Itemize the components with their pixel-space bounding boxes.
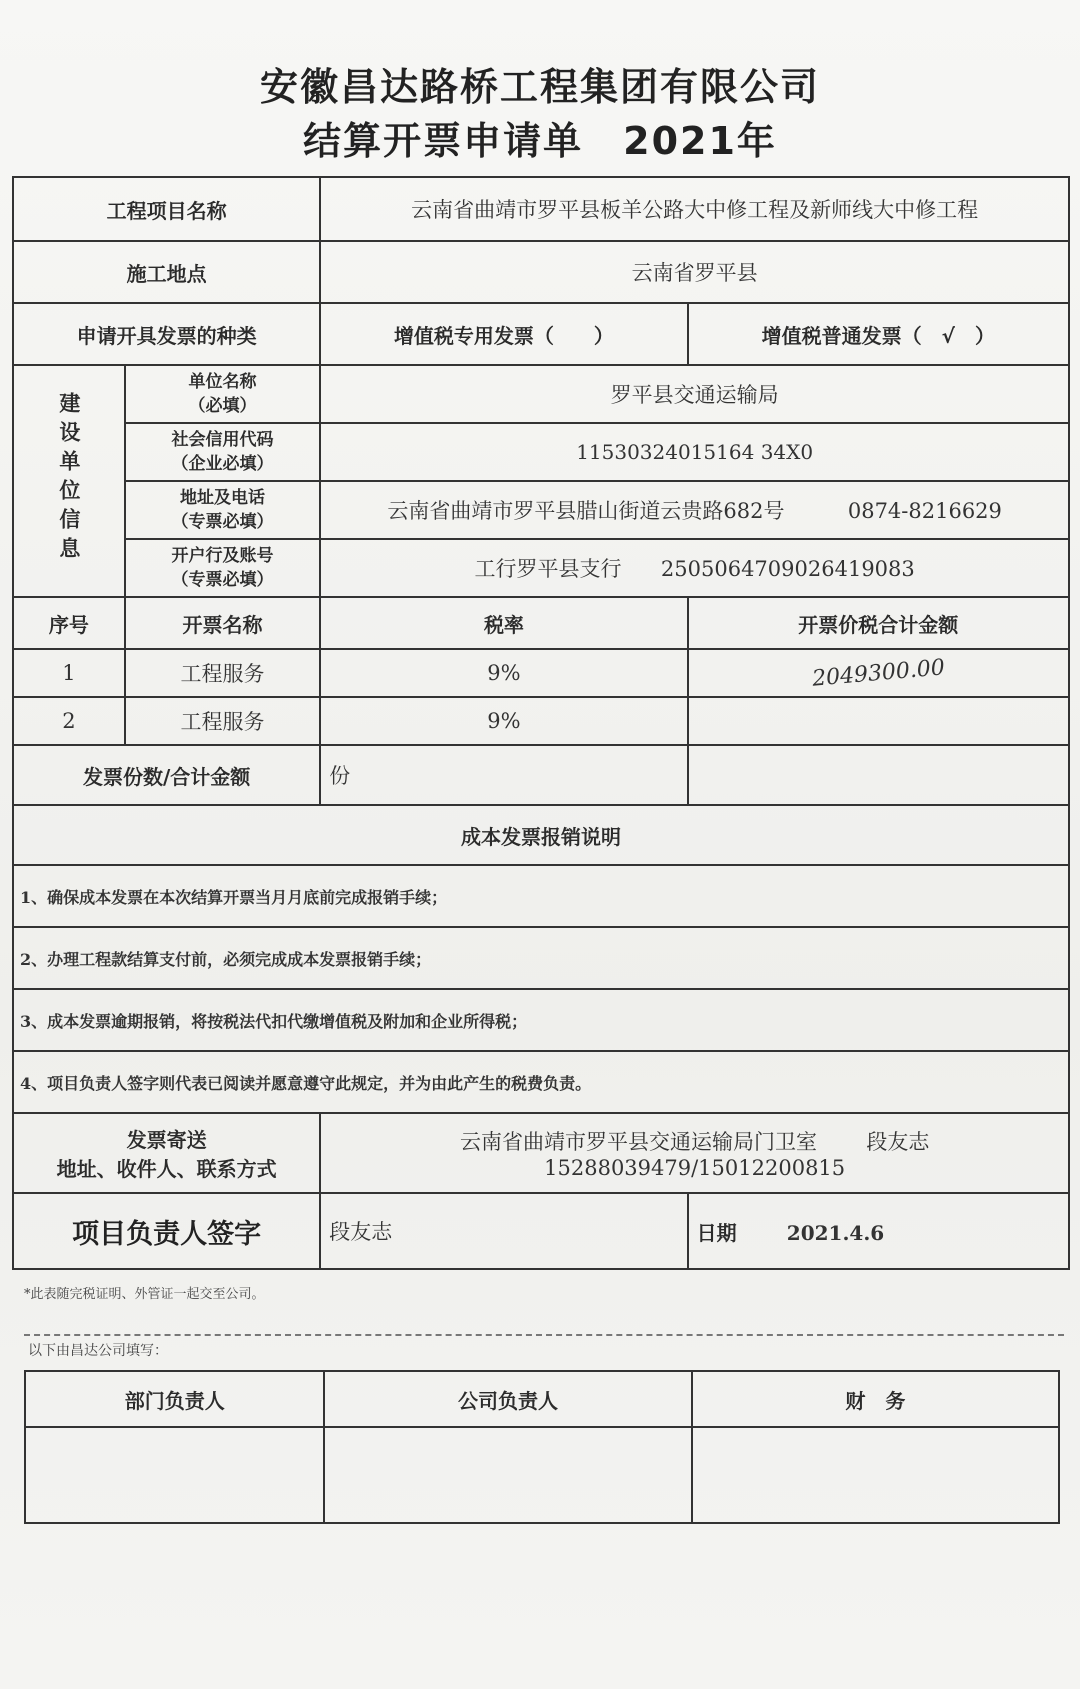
delivery-label-line1: 发票寄送 — [126, 1128, 207, 1152]
builder-info-side-label — [13, 365, 125, 597]
row-name: 工程服务 — [125, 697, 321, 745]
address-value: 云南省曲靖市罗平县腊山街道云贵路682号 — [387, 499, 785, 523]
special-invoice-option: 增值税专用发票（ ） — [320, 303, 687, 365]
address-label-text: 地址及电话 — [180, 488, 266, 508]
project-name-label: 工程项目名称 — [13, 177, 320, 241]
bank-label — [125, 539, 321, 597]
company-fill-note: 以下由昌达公司填写： — [28, 1343, 168, 1359]
delivery-recipient: 段友志 — [866, 1130, 930, 1154]
normal-invoice-option: 增值税普通发票（ √ ） — [688, 303, 1069, 365]
site-label: 施工地点 — [13, 241, 320, 303]
note-item: 4、项目负责人签字则代表已阅读并愿意遵守此规定，并为由此产生的税费负责。 — [13, 1051, 1069, 1113]
row-amount — [688, 649, 1069, 697]
delivery-label — [13, 1113, 320, 1193]
col-header-amount: 开票价税合计金额 — [688, 597, 1069, 649]
bank-value: 工行罗平县支行 — [474, 557, 622, 581]
delivery-address: 云南省曲靖市罗平县交通运输局门卫室 — [459, 1130, 817, 1154]
settlement-form-table — [12, 176, 1070, 1270]
date-label: 日期 — [696, 1220, 737, 1245]
submission-note: *此表随完税证明、外管证一起交至公司。 — [24, 1287, 265, 1302]
col-header-name: 开票名称 — [125, 597, 321, 649]
credit-code-label-text: 社会信用代码 — [171, 430, 274, 450]
unit-name-label — [125, 365, 321, 423]
address-label — [125, 481, 321, 539]
row-no: 1 — [13, 649, 125, 697]
col-header-no: 序号 — [13, 597, 125, 649]
form-title — [0, 110, 1080, 165]
delivery-label-line2: 地址、收件人、联系方式 — [56, 1157, 277, 1181]
bank-cell — [320, 539, 1069, 597]
credit-code-label — [125, 423, 321, 481]
bank-label-text: 开户行及账号 — [171, 546, 274, 566]
delivery-value — [320, 1113, 1069, 1193]
col-header-rate: 税率 — [320, 597, 687, 649]
company-head-label: 公司负责人 — [324, 1371, 691, 1427]
row-rate: 9% — [320, 649, 687, 697]
project-name-value: 云南省曲靖市罗平县板羊公路大中修工程及新师线大中修工程 — [320, 177, 1069, 241]
company-head-sign-box[interactable] — [324, 1427, 691, 1523]
unit-name-value: 罗平县交通运输局 — [320, 365, 1069, 423]
form-year: 2021年 — [623, 119, 777, 163]
cut-line — [24, 1334, 1064, 1336]
account-value: 2505064709026419083 — [660, 557, 915, 581]
dept-head-label: 部门负责人 — [25, 1371, 324, 1427]
row-amount-handwritten: 2049300.00 — [810, 654, 946, 692]
company-title: 安徽昌达路桥工程集团有限公司 — [259, 65, 820, 109]
total-label: 发票份数/合计金额 — [13, 745, 320, 805]
credit-code-value: 11530324015164 34X0 — [320, 423, 1069, 481]
signature-label: 项目负责人签字 — [13, 1193, 320, 1269]
unit-name-required: （必填） — [188, 396, 257, 416]
site-value: 云南省罗平县 — [320, 241, 1069, 303]
bank-required: （专票必填） — [171, 570, 274, 590]
approval-table — [24, 1370, 1060, 1524]
row-amount — [688, 697, 1069, 745]
address-required: （专票必填） — [171, 512, 274, 532]
row-name: 工程服务 — [125, 649, 321, 697]
unit-name-label-text: 单位名称 — [188, 372, 257, 392]
finance-sign-box[interactable] — [692, 1427, 1059, 1523]
invoice-type-label: 申请开具发票的种类 — [13, 303, 320, 365]
form-title-text: 结算开票申请单 — [303, 119, 584, 163]
total-amount — [688, 745, 1069, 805]
finance-label: 财 务 — [692, 1371, 1059, 1427]
table-row — [13, 697, 1069, 745]
builder-info-text: 建设单位信息 — [56, 392, 81, 566]
total-count: 份 — [320, 745, 687, 805]
address-cell — [320, 481, 1069, 539]
note-item: 2、办理工程款结算支付前，必须完成成本发票报销手续； — [13, 927, 1069, 989]
row-rate: 9% — [320, 697, 687, 745]
dept-head-sign-box[interactable] — [25, 1427, 324, 1523]
signature-name: 段友志 — [320, 1193, 687, 1269]
note-item: 3、成本发票逾期报销，将按税法代扣代缴增值税及附加和企业所得税； — [13, 989, 1069, 1051]
phone-value: 0874-8216629 — [847, 499, 1002, 523]
note-item: 1、确保成本发票在本次结算开票当月月底前完成报销手续； — [13, 865, 1069, 927]
notes-title: 成本发票报销说明 — [13, 805, 1069, 865]
credit-code-required: （企业必填） — [171, 454, 274, 474]
date-cell — [688, 1193, 1069, 1269]
table-row — [13, 649, 1069, 697]
date-value: 2021.4.6 — [786, 1220, 885, 1245]
row-no: 2 — [13, 697, 125, 745]
delivery-phones: 15288039479/15012200815 — [544, 1156, 846, 1180]
